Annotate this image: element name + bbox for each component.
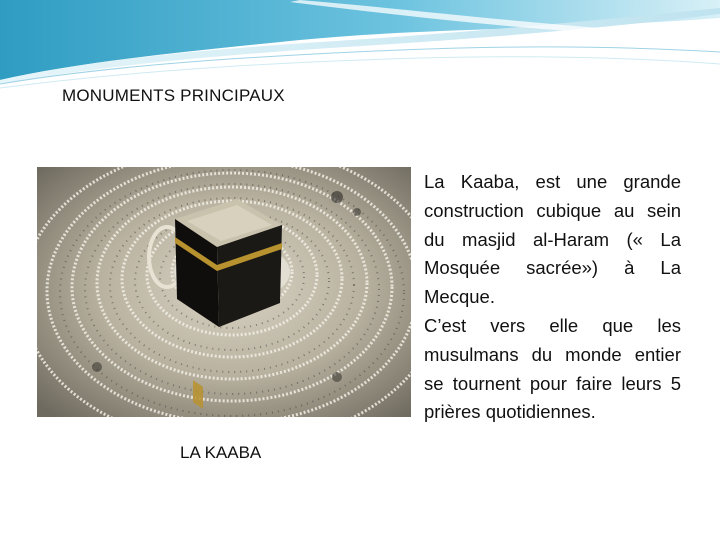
description-text (424, 168, 681, 427)
kaaba-illustration (37, 167, 411, 417)
kaaba-photo (37, 167, 411, 417)
slide-title: MONUMENTS PRINCIPAUX (62, 86, 285, 105)
photo-caption: LA KAABA (180, 443, 262, 462)
description-paragraph: La Kaaba, est une grande construction cubique au sein du masjid al-Haram (« La Mosquée sacrée») à La Mecque. (424, 171, 681, 308)
description-paragraph: C’est vers elle que les musulmans du monde entier se tournent pour faire leurs 5 prières quotidiennes. (424, 314, 681, 423)
header-swoosh-decoration (0, 0, 720, 90)
